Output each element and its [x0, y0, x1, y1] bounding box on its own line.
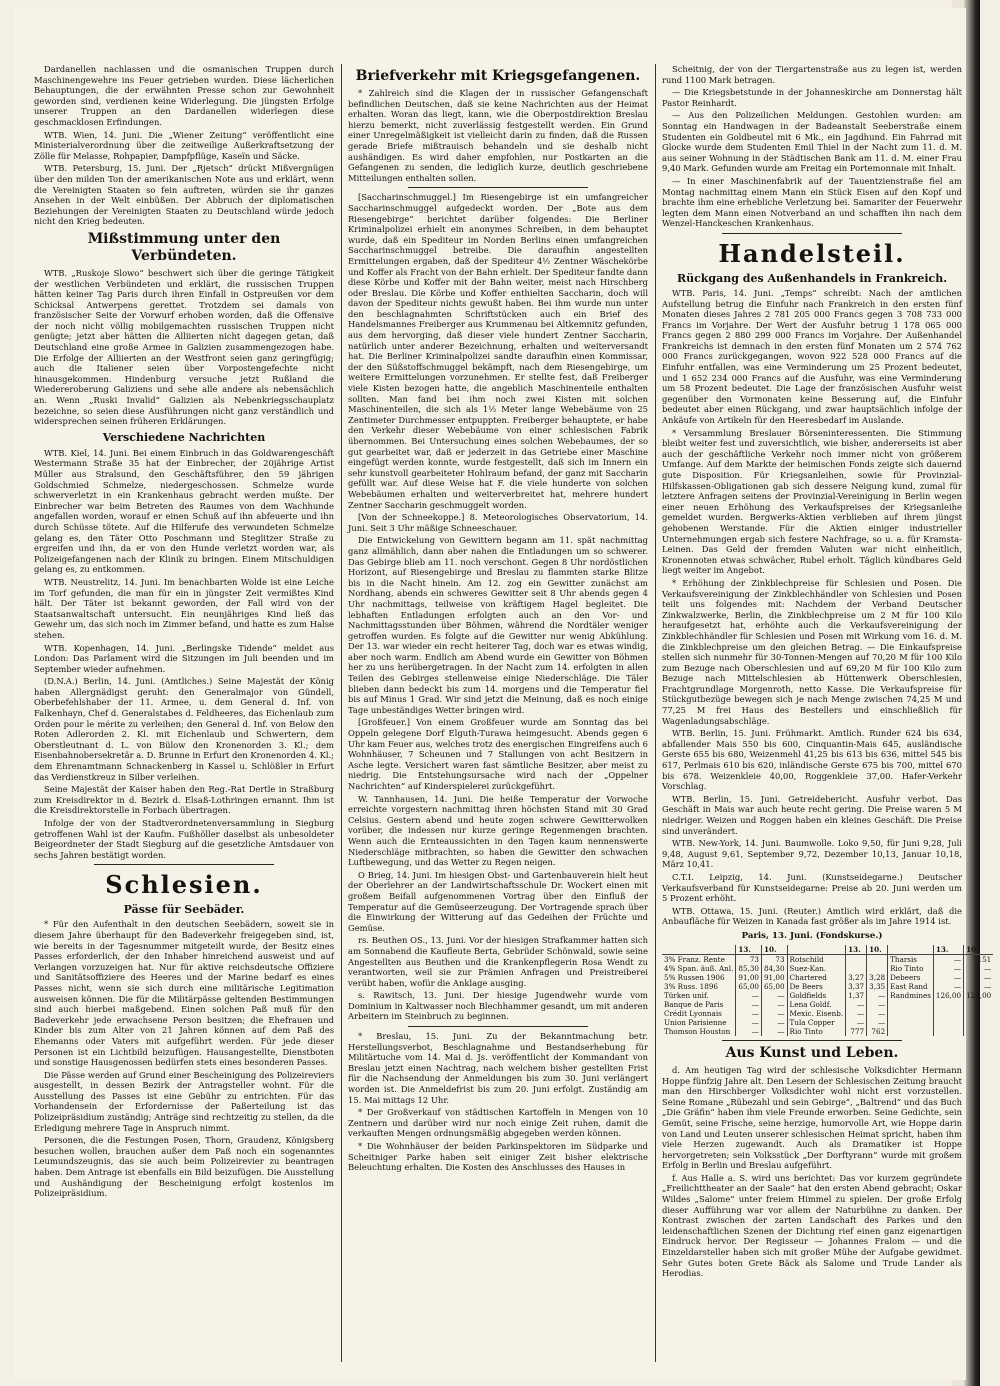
table-header-cell: 13.: [933, 945, 963, 955]
table-cell: [933, 1018, 963, 1027]
table-header-cell: 10.: [761, 945, 787, 955]
table-cell: Rio Tinto: [888, 964, 934, 973]
paragraph: W. Tannhausen, 14. Juni. Die heiße Temperatur der Vorwoche erreichte vorgestern nachmittag ihren höchsten Stand mit 30 Grad Celsius. Gestern abend und heute zogen schwere Gewitterwolken vorüber, die indessen nur kurze geringe Regenmengen brachten. Wenn auch die Ernteaussichten in den Tagen kaum nennenswerte Niederschläge mitbrachten, so haben die Gewitter den schwachen Luftbewegung, und das Wetter zu Regen neigen.: [348, 793, 648, 868]
paragraph: WTB. Petersburg, 15. Juni. Der „Rjetsch“ drückt Mißvergnügen über den milden Ton der amerikanischen Note aus und erklärt, wenn die Vereinigten Staaten so fein auftreten, würden sie ihr ganzes Ansehen in der Welt einbüßen. Der Abbruch der diplomatischen Beziehungen der Vereinigten Staaten zu Deutschland würde jedoch nicht den Krieg bedeuten.: [34, 163, 334, 227]
headline-schlesien: Schlesien.: [105, 870, 263, 900]
table-cell: —: [933, 973, 963, 982]
table-cell: —: [761, 1018, 787, 1027]
column-3: [662, 64, 992, 1281]
paragraph: — Die Kriegsbetstunde in der Johanneskirche am Donnerstag hält Pastor Reinhardt.: [662, 87, 962, 108]
table-cell: —: [761, 1027, 787, 1036]
table-cell: Thomson Houston: [664, 1026, 731, 1036]
table-cell: Lena Goldf.: [787, 1000, 846, 1009]
column-rule: [341, 64, 342, 1362]
table-cell: Randmines: [888, 991, 934, 1000]
table-cell: 3,37: [846, 982, 867, 991]
table-cell: —: [846, 1000, 867, 1009]
table-cell: 65,00: [736, 982, 762, 991]
paragraph: WTB. Paris, 14. Juni. „Temps“ schreibt: Nach der amtlichen Aufstellung betrug die Einfuhr nach Frankreich in den ersten fünf Monaten dieses Jahres 2 781 205 000 Francs gegen 3 708 733 000 Francs im Vorjahre. Der Wert der Ausfuhr betrug 1 178 065 000 Francs gegen 2 880 299 000 Francs im Vorjahre. Der Außenhandel Frankreichs ist demnach in den ersten fünf Monaten um 2 574 762 000 Francs zurückgegangen, wovon 922 528 000 Francs auf die Einfuhr entfallen, was eine Verminderung um 25 Prozent bedeutet, und 1 652 234 000 Francs auf die Ausfuhr, was eine Verminderung um 58 Prozent bedeutet. Die Lage der französischen Ausfuhr weist gegenüber den Vormonaten keine Besserung auf, die Einfuhr bedeutet aber einen Rückgang, und zwar hauptsächlich infolge der Ankäufe von Artikeln für den Heeresbedarf im Auslande.: [662, 287, 962, 426]
table-cell: Suez-Kan.: [787, 964, 846, 973]
table-cell: —: [761, 1009, 787, 1018]
table-cell: 1,37: [846, 991, 867, 1000]
table-cell: Banque de Paris: [664, 999, 724, 1009]
paragraph: * Für den Aufenthalt in den deutschen Seebädern, soweit sie in diesem Jahre überhaupt für den Badeverkehr freigegeben sind, ist, wie bereits in der Tagesnummer mitgeteilt wurde, der Besitz eines Passes erforderlich, der den Inhaber hinreichend ausweist und auf Verlangen vorzuzeigen hat. Nur für aktive reichsdeutsche Offiziere und Sanitätsoffiziere des Heeres und der Marine bedarf es eines Passes nicht, wenn sie sich durch eine militärische Legitimation ausweisen können. Die für die Militärpässe geltenden Bestimmungen sind auch hierbei maßgebend. Einen solchen Paß muß für den Badeverkehr jede erwachsene Person besitzen; die Ehefrauen und Kinder bis zum Alter von 21 Jahren können auf dem Paß des Ehemanns oder Vaters mit aufgeführt werden. Für jede dieser Personen ist ein Lichtbild beizufügen. Hausangestellte, Dienstboten und sonstige Hausgenossen bedürfen stets eines besonderen Passes.: [34, 919, 334, 1068]
table-header-cell: [888, 945, 934, 955]
table-cell: —: [964, 982, 994, 991]
paragraph: WTB. Neustrelitz, 14. Juni. Im benachbarten Wolde ist eine Leiche im Torf gefunden, die man für ein in jüngster Zeit vermißtes Kind hält. Der Täter ist bekannt geworden, der Fall wird von der Staatsanwaltschaft untersucht. Ein neunjähriges Kind ließ das Gewehr um, das sich noch im Zimmer befand, und hatte es zum Halse stehen.: [34, 576, 334, 640]
paragraph: Seine Majestät der Kaiser haben den Reg.-Rat Dertle in Straßburg zum Kreisdirektor in d. Bezirk d. Elsaß-Lothringen ernannt. Ihm ist die Kreisdirektorstelle in Forbach übertragen.: [34, 784, 334, 816]
table-row: [662, 991, 993, 1000]
headline-misstimmung: Mißstimmung unter den Verbündeten.: [87, 230, 281, 264]
paragraph: s. Rawitsch, 13. Juni. Der hiesige Jugendwehr wurde vom Dominium in Kaltwasser noch Blechhammer gesandt, um mit anderen Arbeitern im Steinbruch zu beginnen.: [348, 990, 648, 1022]
table-cell: [964, 1027, 994, 1036]
table-cell: Chartered: [787, 973, 846, 982]
paragraph: * Versammlung Breslauer Börseninteressenten. Die Stimmung bleibt weiter fest und zuversichtlich, wie bisher, andererseits ist aber auch der geschäftliche Verkehr noch immer nicht von größerem Umfange. Auf dem Markte der heimischen Fonds zeigte sich dauernd gute Disposition. Für Kriegsanleihen, sowie für Provinzial-Hilfskassen-Obligationen gab sich dessere Neigung kund, zumal für letztere Anfragen seitens der Provinzial-Vereinigung in Berlin wegen einer neuen Erhöhung des Verkaufspreises der Kriegsanleihe gemeldet wurden. Bergwerks-Aktien verblieben auf ihrem jüngst gehobenen Werstande. Für die Aktien einiger industrieller Unternehmungen ergab sich festere Nachfrage, so u. a. für Kramsta-Leinen. Das Geld der fremden Valuten war nicht einheitlich, Kronennoten etwas schwächer, Rubel erholt. Täglich kündbares Geld liegt weiter im Angebot.: [662, 427, 962, 576]
table-cell: —: [736, 991, 762, 1000]
paragraph: — In einer Maschinenfabrik auf der Tauentzienstraße fiel am Montag nachmittag einem Mann ein Stück Eisen auf den Kopf und brachte ihm eine erhebliche Verletzung bei. Samariter der Feuerwehr legten dem Mann einen Notverband an und schafften ihn nach dem Wenzel-Hanckeschen Krankenhaus.: [662, 175, 962, 229]
table-cell: Goldfields: [787, 991, 846, 1000]
headline-kunst-leben: Aus Kunst und Leben.: [725, 1044, 899, 1061]
paragraph: * Zahlreich sind die Klagen der in russischer Gefangenschaft befindlichen Deutschen, daß sie keine Nachrichten aus der Heimat erhalten. Woran das liegt, kann, wie die Oberpostdirektion Breslau hierzu bemerkt, nicht zuverlässig festgestellt werden. Ein Grund einer Unregelmäßigkeit ist vielleicht darin zu finden, daß die Russen gerade Briefe mißtrauisch behandeln und sie deshalb nicht aushändigen. Es wird daher empfohlen, nur Postkarten an die Gefangenen zu senden, die lediglich kurze, deutlich geschriebene Mitteilungen enthalten sollen.: [348, 88, 648, 183]
table-cell: [964, 1009, 994, 1018]
table-cell: —: [964, 973, 994, 982]
table-header-cell: 13.: [736, 945, 762, 955]
table-cell: [888, 1009, 934, 1018]
table-cell: 4% Span. äuß. Anl.: [664, 963, 734, 973]
table-cell: —: [761, 1000, 787, 1009]
table-cell: 3% Russ. 1896: [664, 981, 718, 991]
newspaper-page: [14, 8, 992, 1380]
table-cell: Union Parisienne: [664, 1017, 727, 1027]
paragraph: [Großfeuer.] Von einem Großfeuer wurde am Sonntag das bei Oppeln gelegene Dorf Elguth-Turawa heimgesucht. Abends gegen 6 Uhr kam Feuer aus, welches trotz des energischen Eingreifens auch 6 Wohnhäuser, 7 Scheunen und 7 Stallungen von acht Besitzern in Asche legte. Versichert waren fast sämtliche Besitzer, aber meist zu niedrig. Die Entstehungsursache wird nach der „Oppelner Nachrichten“ auf Kinderspielerei zurückgeführt.: [348, 717, 648, 791]
table-cell: —: [846, 1009, 867, 1018]
paragraph: WTB. Kiel, 14. Juni. Bei einem Einbruch in das Goldwarengeschäft Westermann Straße 35 hat der Einbrecher, der 20jährige Artist Müller aus Stralsund, den Geschäftsführer, den 59 jährigen Goldschmied Schmelze, niedergeschossen. Schmelze wurde schwerverletzt in ein Krankenhaus gebracht werden mußte. Der Einbrecher war beim Betreten des Raumes von dem Wachhunde angefallen worden, worauf er einen Schuß auf ihn abfeuerte und ihn durch Schüsse tötete. Auf die Hilferufe des verwundeten Schmelze gelang es, den Täter Otto Poschmann und Steglitzer Straße zu ergreifen und ihn, da er von den Hunde verletzt worden war, als Polizeigefangenen nach der Klinik zu bringen. Einem Mitschuldigen gelang es, zu entkommen.: [34, 447, 334, 575]
table-row: [662, 1027, 993, 1036]
paragraph: Infolge der von der Stadtverordnetenversammlung in Siegburg getroffenen Wahl ist der Kaufm. Fußhöller daselbst als unbesoldeter Beigeordneter der Stadt Siegburg auf die gesetzliche Amtsdauer von sechs Jahren bestätigt worden.: [34, 818, 334, 860]
table-cell: Rio Tinto: [787, 1027, 846, 1036]
table-cell: [888, 1000, 934, 1009]
table-cell: 126,00: [964, 991, 994, 1000]
table-cell: Debeers: [888, 973, 934, 982]
table-cell: Crédit Lyonnais: [664, 1008, 722, 1018]
table-row: [662, 1018, 993, 1027]
subheadline-paesse: Pässe für Seebäder.: [123, 903, 245, 917]
divider: [722, 1040, 902, 1041]
table-cell: 5% Russen 1906: [664, 972, 725, 982]
table-cell: —: [933, 954, 963, 964]
table-cell: [933, 1009, 963, 1018]
table-cell: Tharsis: [888, 954, 934, 964]
paragraph: * Der Großverkauf von städtischen Kartoffeln in Mengen von 10 Zentnern und darüber wird nur noch einige Zeit ruhen, damit die verkauften Mengen ordnungsmäßig abgegeben werden können.: [348, 1107, 648, 1139]
paragraph: O Brieg, 14. Juni. Im hiesigen Obst- und Gartenbauverein hielt heut der Oberlehrer an der Landwirtschaftsschule Dr. Wockert einen mit großem Beifall aufgenommenen Vortrag über den Einfluß der Temperatur auf die Gemüseerzeugung. Der Vortragende sprach über die Einwirkung der Witterung auf das Gedeihen der Früchte und Gemüse.: [348, 869, 648, 933]
table-cell: —: [736, 1027, 762, 1036]
table-cell: 151: [964, 954, 994, 964]
table-cell: [888, 1027, 934, 1036]
table-cell: 73: [736, 954, 762, 964]
table-cell: 84,30: [761, 964, 787, 973]
table-cell: Tula Copper: [787, 1018, 846, 1027]
table-cell: 91,00: [736, 973, 762, 982]
table-cell: [846, 954, 867, 964]
table-cell: 3,35: [867, 982, 888, 991]
divider: [722, 233, 902, 234]
paragraph: * Die Wohnhäuser der beiden Parkinspektoren im Südparke und Scheitniger Parke haben seit einiger Zeit bisher elektrische Beleuchtung erhalten. Die Kosten des Anschlusses des Hauses in: [348, 1141, 648, 1173]
table-cell: Rotschild: [787, 954, 846, 964]
column-1: [34, 64, 334, 1201]
table-cell: 91,00: [761, 973, 787, 982]
table-row: [662, 973, 993, 982]
paragraph: WTB. Ottawa, 15. Juni. (Reuter.) Amtlich wird erklärt, daß die Anbaufläche für Weizen in Kanada fast größer als im Jahre 1914 ist.: [662, 905, 962, 927]
table-cell: —: [846, 1018, 867, 1027]
table-cell: —: [933, 982, 963, 991]
binding-gutter: [964, 0, 980, 1386]
section-top: [34, 64, 334, 227]
paragraph: WTB. „Ruskoje Slowo“ beschwert sich über die geringe Tätigkeit der westlichen Verbündeten und erklärt, die russischen Truppen hätten keiner Tag Paris durch ihren Einfall in Ostpreußen vor dem Schicksal Antwerpens gerettet. Trotzdem sei damals von französischer Seite der Vorwurf erhoben worden, daß die Offensive der noch nicht völlig mobilgemachten russischen Truppen nicht genügte; jetzt aber hätten die Alliierten nicht dagegen getan, daß Deutschland eine große Armee in Galizien zusammengezogen habe. Die Erfolge der Alliierten an der Westfront seien ganz geringfügig; auch die Italiener seien über Vorpostengefechte nicht hinausgekommen. Hindenburg versuche jetzt Rußland die Wiedereroberung Galiziens und sehe alle andere als nebensächlich an. Wenn „Ruski Invalid“ Galizien als Nebenkriegsschauplatz bezeichne, so seien diese Ausführungen nicht ganz verständlich und widersprechen seinen früheren Erklärungen.: [34, 267, 334, 427]
table-cell: 85,30: [736, 964, 762, 973]
table-header-cell: 10.: [964, 945, 994, 955]
table-row: [662, 1000, 993, 1009]
table-cell: Mexic. Eisenb.: [787, 1009, 846, 1018]
table-header-cell: 10.: [867, 945, 888, 955]
paragraph: C.T.I. Leipzig, 14. Juni. (Kunstseidegarne.) Deutscher Verkaufsverband für Kunstseidegarne: Preise ab 20. Juni werden um 5 Prozent erhöht.: [662, 871, 962, 904]
table-cell: —: [867, 1009, 888, 1018]
paragraph: WTB. Kopenhagen, 14. Juni. „Berlingske Tidende“ meldet aus London: Das Parlament wird die Sitzungen im Juli beenden und im September wieder aufnehmen.: [34, 642, 334, 674]
paragraph: * Erhöhung der Zinkblechpreise für Schlesien und Posen. Die Verkaufsvereinigung der Zinkblechhändler von Schlesien und Posen teilt uns folgendes mit: Nachdem der Verband Deutscher Zinkwalzwerke, Berlin, die Zinkblechpreise um 2 M für 100 Kilo heraufgesetzt hat, erhöhte auch die Verkaufsvereinigung der Zinkblechhändler für Schlesien und Posen mit Wirkung vom 16. d. M. die Zinkblechpreise um den gleichen Betrag. — Die Einkaufspreise stellen sich nunmehr für 30-Tonnen-Mengen auf 70,20 M für 100 Kilo zum Bezuge nach Oberschlesien und auf 69,20 M für 100 Kilo zum Bezuge nach Mittelschlesien ab Hüttenwerk Oberschlesien, Frachtgrundlage Morgenroth, netto Kasse. Die Verkaufspreise für Stückgutbezüge bewegen sich je nach Menge zwischen 74,25 M und 77,25 M frei Haus des Bestellers und einschließlich für Wagenladungsabschläge.: [662, 577, 962, 726]
table-cell: —: [867, 1000, 888, 1009]
column-2: [348, 64, 648, 1175]
headline-handelsteil: Handelsteil.: [718, 238, 906, 268]
divider: [408, 187, 588, 188]
paragraph: f. Aus Halle a. S. wird uns berichtet: Das vor kurzem gegründete „Freilichttheater an der Saale“ hat den ersten Abend gebracht; Oskar Wildes „Salome“ unter freiem Himmel zu spielen. Der große Erfolg dieser Aufführung war vor allem der Naturbühne zu danken. Der Kontrast zwischen der zarten Landschaft des Parkes und den leidenschaftlichen Szenen der Dichtung rief einen ganz eigenartigen Eindruck hervor. Der Regisseur — Johannes Fralom — und die Einzeldarsteller haben sich mit großer Mühe der Aufgabe gewidmet. Sehr Gutes boten Grete Bäck als Salome und Trude Lander als Herodias.: [662, 1172, 962, 1279]
table-cell: 126,00: [933, 991, 963, 1000]
table-cell: 3% Franz. Rente: [664, 954, 725, 964]
paragraph: WTB. Wien, 14. Juni. Die „Wiener Zeitung“ veröffentlicht eine Ministerialverordnung über die zeitweilige Außerkraftsetzung der Zölle für Melasse, Rohpapier, Dampfpflüge, Kaseïn und Säcke.: [34, 129, 334, 161]
paragraph: [Von der Schneekoppe.] 8. Meteorologisches Observatorium, 14. Juni. Seit 3 Uhr mäßige Schneeschauer.: [348, 512, 648, 533]
table-row: [662, 1009, 993, 1018]
table-cell: 3,28: [867, 973, 888, 982]
paragraph: rs. Beuthen OS., 13. Juni. Vor der hiesigen Strafkammer hatten sich am Sonnabend die Kaufleute Berta, Gebrüder Schönwald, sowie seine Angestellten aus Beuthen und die Krankenpflegerin Rosa Wendt zu verantworten, weil sie zur Prämien Anfragen und Preistreiberei verübt haben, wofür die Anklage ausging.: [348, 935, 648, 988]
table-row: [662, 964, 993, 973]
table-cell: —: [736, 1000, 762, 1009]
column-rule: [655, 64, 656, 1362]
divider: [408, 1026, 588, 1027]
table-cell: [888, 1018, 934, 1027]
table-cell: 762: [867, 1027, 888, 1036]
table-cell: —: [736, 1009, 762, 1018]
table-title: Paris, 13. Juni. (Fondskurse.): [741, 930, 883, 941]
table-cell: [867, 964, 888, 973]
paragraph: Die Entwickelung von Gewittern begann am 11. spät nachmittag ganz allmählich, dann aber nahen die Entladungen um so schwerer. Das Gebirge blieb am 11. noch verschont. Gegen 8 Uhr nordöstlichen Horizont, auf Riesengebirge und Breslau zu flammten starke Blitze bis in die Nacht hinein. Am 12. zog ein Gewitter zunächst am Nordhang, abends ein schweres Gewitter seit 8 Uhr abends gegen 4 Uhr nachmittags, teilweise von kräftigem Hagel begleitet. Die lebhaften Entladungen erfolgten auch an den Vor- und Nachmittagsstunden über Böhmen, während die Nordtäler weniger getroffen wurden. Es folgte auf die Gewitter nur wenig Abkühlung. Der 13. war wieder ein recht heiterer Tag, doch war es etwas windig, aber noch warm. Endlich am Abend wurde ein Gewitter von Böhmen her zu uns herübergetragen. In der Nacht zum 14. erfolgten in allen Teilen des Gebirges stellenweise einige Niederschläge. Die Täler blieben dann bedeckt bis zum 14. morgens und die Temperatur fiel bis auf Minus 1 Grad. Wir sind jetzt die Meinung, daß es noch einige Tage unbeständiges Wetter bringen wird.: [348, 535, 648, 715]
table-cell: —: [964, 964, 994, 973]
paragraph: [Saccharinschmuggel.] Im Riesengebirge ist ein umfangreicher Saccharinschmuggel aufgedeckt worden. Der „Bote aus dem Riesengebirge“ berichtet darüber folgendes: Die Berliner Kriminalpolizei erhielt ein anonymes Schreiben, in dem behauptet wurde, daß ein Spediteur im Norden Berlins einen umfangreichen Saccharinschmuggel betreibe. Die daraufhin angestellten Ermittelungen ergaben, daß der Spediteur 4½ Zentner Wäschekörbe und Koffer als Fracht von der Bahn erhielt. Der Spediteur fandte dann diese Körbe und Koffer mit der Bahn weiter, meist nach Hirschberg oder Breslau. Die Körbe und Koffer enthielten Saccharin, doch will davon der Spediteur nichts gewußt haben. Bei ihm wurde nun unter den beschlagnahmten Schriftstücken auch ein Brief des Handelsmannes Freiberger aus Krummenau bei Altkemnitz gefunden, aus dem hervorging, daß dieser viele hundert Zentner Saccharin, natürlich unter anderer Bezeichnung, erhalten und weiterversandt hat. Die Berliner Kriminalpolizei sandte daraufhin einen Kommissar, der den Süßstoffschmuggel bekämpft, nach dem Riesengebirge, um weitere Ermittelungen vorzunehmen. Er stellte fest, daß Freiberger viele Kisten bezogen hatte, die angeblich Maschinenteile enthalten sollten. Man fand bei ihm noch zwei Kisten mit solchen Maschinenteilen, die sich als 1½ Meter lange Webebäume von 25 Zentimeter Durchmesser entpuppten. Freiberger behauptete, er habe den Verkehr dieser Webebäume von einer schlesischen Fabrik übernommen. Bei Untersuchung eines solchen Webebaumes, der so gut gearbeitet war, daß er jederzeit in das Getriebe einer Maschine eingefügt werden konnte, wurde festgestellt, daß sich im Innern ein sehr kunstvoll gearbeiteter Hohlraum befand, der ganz mit Saccharin gefüllt war. Auf diese Weise hat F. die viele hunderte von solchen Webebäumen erhalten und weiterverbreitet hat, mehrere hundert Zentner Saccharin geschmuggelt worden.: [348, 192, 648, 510]
table-header-cell: 13.: [846, 945, 867, 955]
table-cell: [964, 1018, 994, 1027]
table-cell: —: [933, 964, 963, 973]
table-cell: Türken unif.: [664, 990, 709, 1000]
divider: [94, 864, 274, 865]
headline-briefverkehr: Briefverkehr mit Kriegsgefangenen.: [355, 68, 641, 84]
paragraph: (D.N.A.) Berlin, 14. Juni. (Amtliches.) Seine Majestät der König haben Allergnädigst geruht: den Generalmajor von Gündell, Oberbefehlshaber der 11. Armee, u. dem General d. Inf. von Falkenhayn, Chef d. Generalstabes d. Feldheeres, das Eichenlaub zum Orden pour le mérite zu verleihen; den General d. Inf. von Below den Roten Adlerorden 2. Kl. mit Eichenlaub und Schwertern, dem Oberstleutnant d. L. von Bülow den Kronenorden 3. Kl.; dem Eisenbahnobersekretär a. D. Brunne in Erfurt den Kronenorden 4. Kl.; dem Ehrenamtmann Schnackenberg in Kassel u. Schlößler in Erfurt das Verdienstkreuz in Silber verleihen.: [34, 676, 334, 782]
paragraph: d. Am heutigen Tag wird der schlesische Volksdichter Hermann Hoppe fünfzig Jahre alt. Den Lesern der Schlesischen Zeitung braucht man den Hirschberger Volksdichter wohl nicht erst vorzustellen. Seine Romane „Rübezahl und sein Gebirge“, „Baltrend“ und das Buch „Die Gräfin“ haben ihm viele Freunde erworben. Seine Gedichte, sein Gemüt, seine Frische, seine herzige, humorvolle Art, wie Hoppe darin von Land und Leuten unserer schlesischen Heimat spricht, haben ihm viele Herzen zugewandt. Auch als Dramatiker ist Hoppe hervorgetreten; sein Volksstück „Der Dorftyrann“ wurde mit großem Erfolg in Berlin und Breslau aufgeführt.: [662, 1064, 962, 1171]
paragraph: Scheitnig, der von der Tiergartenstraße aus zu legen ist, werden rund 1100 Mark betragen.: [662, 64, 962, 85]
table-cell: [933, 1000, 963, 1009]
table-row: [662, 982, 993, 991]
table-cell: [867, 954, 888, 964]
table-cell: 65,00: [761, 982, 787, 991]
table-cell: —: [736, 1018, 762, 1027]
table-header-cell: [662, 945, 736, 955]
table-cell: 3,27: [846, 973, 867, 982]
paragraph: Die Pässe werden auf Grund einer Bescheinigung des Polizeireviers ausgestellt, in dessen Bezirk der Antragsteller wohnt. Für die Ausstellung des Passes ist eine Gebühr zu entrichten. Für das Vorhandensein der Erfordernisse der Paßerteilung ist das Polizeipräsidium zuständig; Anträge sind rechtzeitig zu stellen, da die Erledigung mehrere Tage in Anspruch nimmt.: [34, 1069, 334, 1133]
table-header-cell: [787, 945, 846, 955]
paragraph: Personen, die die Festungen Posen, Thorn, Graudenz, Königsberg besuchen wollen, brauchen außer dem Paß noch ein sogenanntes Leumundszeugnis, das sie auch beim Polizeirevier zu beantragen haben. Dem Antrage ist ebenfalls ein Bild beizufügen. Die Ausstellung und Aushändigung der Bescheinigung erfolgt kostenlos im Polizeipräsidium.: [34, 1135, 334, 1199]
headline-verschiedenes: Verschiedene Nachrichten: [102, 430, 266, 444]
fondskurse-table: [662, 945, 993, 1036]
table-cell: 73: [761, 954, 787, 964]
table-cell: [933, 1027, 963, 1036]
paragraph: Dardanellen nachlassen und die osmanischen Truppen durch Maschinengewehre ins Feuer getrieben wurden. Diese lächerlichen Behauptungen, die der erwähnten Presse schon zur Gewohnheit geworden sind, verdienen keine Widerlegung. Die jüngsten Erfolge unserer Truppen an den Dardanellen widerlegen diese geschmacklosen Erfindungen.: [34, 64, 334, 127]
table-cell: [964, 1000, 994, 1009]
table-cell: East Rand: [888, 982, 934, 991]
table-cell: [846, 964, 867, 973]
paragraph: WTB. Berlin, 15. Juni. Getreidebericht. Ausfuhr verbot. Das Geschäft in Mais war auch heute recht gering. Die Preise waren 5 M niedriger. Weizen und Roggen haben ein kleines Geschäft. Die Preise sind unverändert.: [662, 793, 962, 836]
subheadline-rueckgang: Rückgang des Außenhandels in Frankreich.: [676, 271, 948, 285]
paragraph: — Aus den Polizeilichen Meldungen. Gestohlen wurden: am Sonntag ein Handwagen in der Badeanstalt Seeberstraße einem Studenten ein Goldbeutel mit 6 Mk., ein Jagdhund. Ein Fahrrad mit Glocke wurde dem Studenten Emil Thiel in der Nacht zum 11. d. M. aus seiner Wohnung in der Städtischen Bank am 11. d. M. einer Frau 9,40 Mark. Gefunden wurde am Freitag ein Portemonnaie mit Inhalt.: [662, 110, 962, 174]
table-cell: —: [761, 991, 787, 1000]
table-cell: 777: [846, 1027, 867, 1036]
paragraph: WTB. New-York, 14. Juni. Baumwolle. Loko 9,50, für Juni 9,28, Juli 9,48, August 9,61, September 9,72, Dezember 10,13, Januar 10,18, März 10,41.: [662, 838, 962, 870]
table-row: [662, 954, 993, 964]
table-cell: De Beers: [787, 982, 846, 991]
table-cell: —: [867, 1018, 888, 1027]
paragraph: * Breslau, 15. Juni. Zu der Bekanntmachung betr. Herstellungsverbot, Beschlagnahme und Bestandserhebung für Militärtuche vom 14. Mai d. Js. veröffentlicht der Kommandant von Breslau jetzt einen Nachtrag, nach welchem bisher gestellten Frist für die Nachsendung der Anmeldungen bis zum 30. Juni verlängert worden ist. Die Anmeldefrist bis zum 20. Juni erfolgt. Zuständig am 15. Mai mittags 12 Uhr.: [348, 1031, 648, 1105]
paragraph: WTB. Berlin, 15. Juni. Frühmarkt. Amtlich. Runder 624 bis 634, abfallender Mais 550 bis 600, Cinquantin-Mais 645, ausländische Gerste 655 bis 680, Weizenmehl 41,25 bis 613 bis 636, mittel 545 bis 617, Perlmais 610 bis 620, inländische Gerste 675 bis 700, mittel 670 bis 678. Weizenkleie 40,00, Roggenkleie 37,00. Hafer-Verkehr Vorschlag.: [662, 728, 962, 792]
table-cell: —: [867, 991, 888, 1000]
